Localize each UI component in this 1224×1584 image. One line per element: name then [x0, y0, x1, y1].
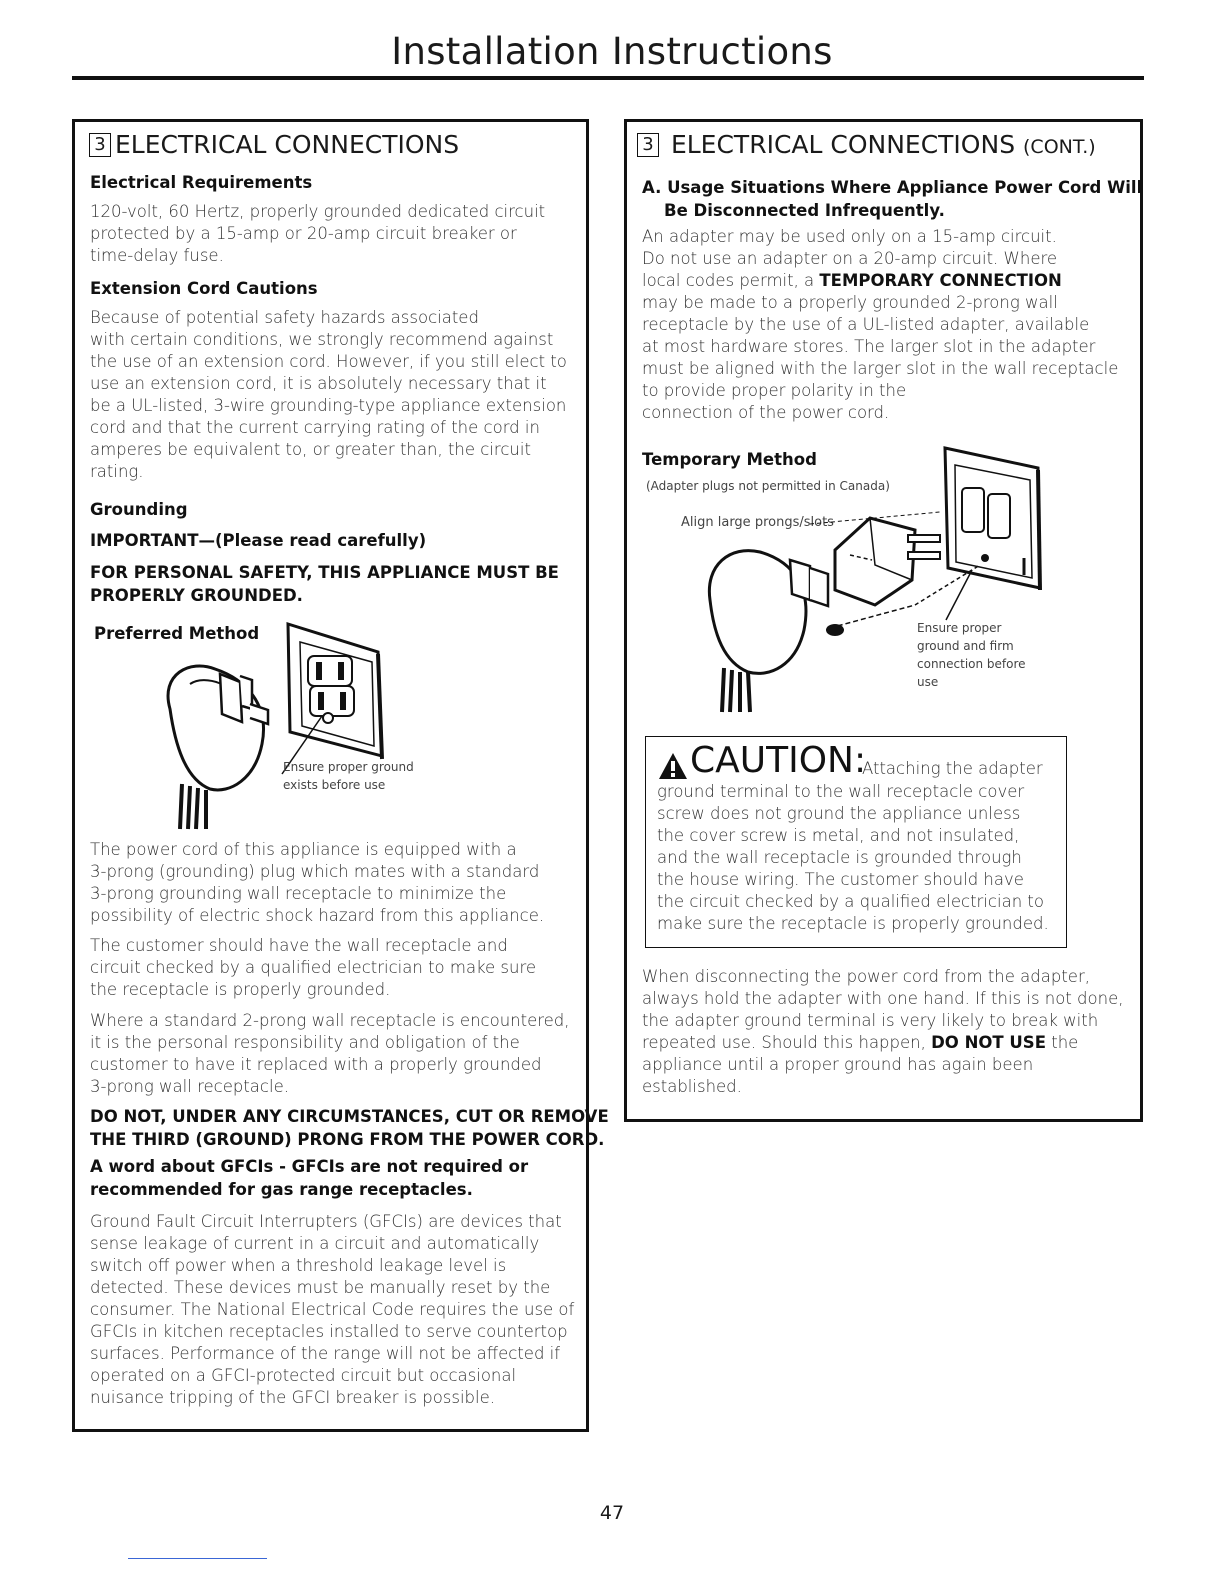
warning-triangle-icon — [658, 752, 688, 780]
page-number: 47 — [599, 1502, 625, 1524]
electrical-requirements-heading: Electrical Requirements — [90, 173, 313, 192]
usage-situations-heading: A. Usage Situations Where Appliance Power Cord Will Be Disconnected Infrequently. — [642, 178, 1143, 220]
temporary-connection-emphasis: TEMPORARY CONNECTION — [819, 271, 1062, 290]
section-cont-label: (CONT.) — [1023, 136, 1096, 158]
extension-cord-heading: Extension Cord Cautions — [90, 279, 318, 298]
title-rule — [72, 76, 1144, 80]
canada-note: (Adapter plugs not permitted in Canada) — [646, 479, 890, 493]
personal-safety-warning: FOR PERSONAL SAFETY, THIS APPLIANCE MUST BE PROPERLY GROUNDED. — [90, 563, 559, 605]
three-prong-plug-illustration — [150, 614, 400, 834]
left-section-title: ELECTRICAL CONNECTIONS — [115, 130, 460, 159]
gfci-text: Ground Fault Circuit Interrupters (GFCIs) are devices that sense leakage of current in a circuit and automatically switch off power when a threshold leakage level is detected. These devices must be manually reset by the consumer. The National Electrical Code requires the use of GFCIs in kitchen receptacles installed to serve countertop surfaces. Performance of the range will not be affected if operated on a GFCI-protected circuit but occasional nuisance tripping of the GFCI breaker is possible. — [90, 1212, 575, 1407]
power-cord-text: The power cord of this appliance is equipped with a 3-prong (grounding) plug which mates with a standard 3-prong grounding wall receptacle to minimize the possibility of electric shock hazard from this appliance. — [90, 840, 545, 925]
adapter-text: An adapter may be used only on a 15-amp circuit. Do not use an adapter on a 20-amp circuit. Where local codes permit, a TEMPORARY CONNECTION may be made to a properly grounded 2-prong wall receptacle by the use of a UL-listed adapter, available at most hardware stores. The larger slot in the adapter must be aligned with the larger slot in the wall receptacle to provide proper polarity in the connection of the power cord. — [642, 227, 1119, 422]
caution-text: ground terminal to the wall receptacle cover screw does not ground the appliance unless the cover screw is metal, and not insulated, and the wall receptacle is grounded through the house wiring. The customer should have the circuit checked by a qualified electrician to make sure the receptacle is properly grounded. — [657, 782, 1049, 933]
electrical-requirements-text: 120-volt, 60 Hertz, properly grounded dedicated circuit protected by a 15-amp or 20-amp circuit breaker or time-delay fuse. — [90, 202, 546, 265]
ensure-ground-caption: Ensure proper ground and firm connection before use — [917, 621, 1026, 689]
left-section-heading — [89, 130, 459, 159]
section-number-box: 3 — [637, 133, 659, 157]
caution-first-line: Attaching the adapter — [862, 759, 1043, 778]
temporary-method-label: Temporary Method — [642, 450, 817, 469]
disconnect-text: When disconnecting the power cord from the adapter, always hold the adapter with one hand. If this is not done, the adapter ground terminal is very likely to break with repeated use. Should this happen, DO NOT USE the appliance until a proper ground has again been established. — [642, 967, 1124, 1096]
customer-check-text: The customer should have the wall receptacle and circuit checked by a qualified electrician to make sure the receptacle is properly grounded. — [90, 936, 537, 999]
preferred-method-caption: Ensure proper ground exists before use — [283, 760, 414, 792]
right-section-title: ELECTRICAL CONNECTIONS — [670, 130, 1016, 159]
footer-link-line — [128, 1558, 267, 1559]
two-prong-text: Where a standard 2-prong wall receptacle is encountered, it is the personal responsibility and obligation of the customer to have it replaced with a properly grounded 3-prong wall receptacle. — [90, 1011, 570, 1096]
grounding-heading: Grounding — [90, 500, 188, 519]
section-number-box: 3 — [89, 133, 111, 157]
page-title: Installation Instructions — [391, 30, 833, 73]
do-not-cut-warning: DO NOT, UNDER ANY CIRCUMSTANCES, CUT OR REMOVE THE THIRD (GROUND) PRONG FROM THE POWER CORD. — [90, 1107, 609, 1149]
caution-word: CAUTION: — [690, 740, 867, 781]
right-section-heading — [637, 130, 1096, 159]
extension-cord-text: Because of potential safety hazards associated with certain conditions, we strongly recommend against the use of an extension cord. However, if you still elect to use an extension cord, it is absolutely necessary that it be a UL-listed, 3-wire grounding-type appliance extension cord and that the current carrying rating of the cord in amperes be equivalent to, or greater than, the circuit rating. — [90, 308, 567, 481]
align-prongs-label: Align large prongs/slots — [681, 515, 834, 530]
gfci-heading: A word about GFCIs - GFCIs are not required or recommended for gas range receptacles. — [90, 1157, 529, 1199]
do-not-use-emphasis: DO NOT USE — [931, 1033, 1046, 1052]
important-heading: IMPORTANT—(Please read carefully) — [90, 531, 427, 550]
preferred-method-label: Preferred Method — [94, 624, 260, 643]
